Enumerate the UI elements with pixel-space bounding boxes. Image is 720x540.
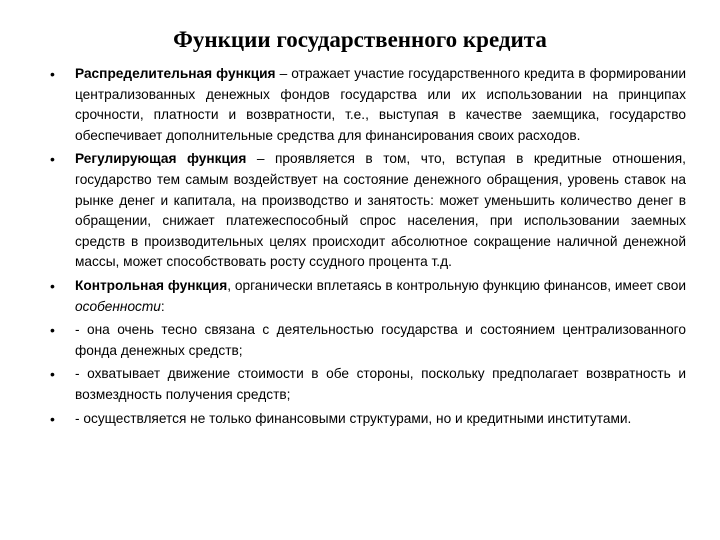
bullet-item-control-function bbox=[50, 276, 686, 317]
bullet-item-regulating-function bbox=[50, 149, 686, 273]
slide-title: Функции государственного кредита bbox=[173, 27, 547, 52]
definition-text: – проявляется в том, что, вступая в кредитные отношения, государство тем самым воздействует на состояние денежного обращения, уровень ставок на рынке денег и капитала, на производство и занятость: может уменьшить количество денег в обращении, снижает платежеспособный спрос населения, при использовании заемных средств в производительных целях происходит абсолютное сокращение наличной денежной массы, может способствовать росту ссудного процента т.д. bbox=[75, 151, 686, 270]
bullet-text: - она очень тесно связана с деятельностью государства и состоянием централизованного фонда денежных средств; bbox=[75, 322, 686, 358]
bullet-text: - охватывает движение стоимости в обе стороны, поскольку предполагает возвратность и возмездность получения средств; bbox=[75, 366, 686, 402]
bullet-item-feature-1 bbox=[50, 320, 686, 361]
term-control-function: Контрольная функция bbox=[75, 277, 228, 293]
bullet-text bbox=[75, 149, 686, 273]
bullet-item-feature-3 bbox=[50, 409, 686, 430]
bullet-list bbox=[50, 64, 686, 432]
bullet-icon: • bbox=[50, 66, 55, 82]
emphasis-features: особенности bbox=[75, 298, 161, 314]
bullet-icon: • bbox=[50, 366, 55, 383]
bullet-icon: • bbox=[50, 151, 55, 168]
bullet-text bbox=[75, 276, 686, 317]
colon-text: : bbox=[160, 298, 165, 314]
bullet-item-feature-2 bbox=[50, 364, 686, 405]
term-distributive-function: Распределительная функция bbox=[75, 66, 276, 81]
bullet-icon: • bbox=[50, 410, 55, 427]
bullet-icon: • bbox=[50, 277, 55, 294]
definition-text: – отражает участие государственного кредита в формировании централизованных денежных фондов государства или их использовании на принципах срочности, платности и возвратности, т.е., выступая в качестве заемщика, государство обеспечивает дополнительные средства для финансирования своих расходов. bbox=[75, 66, 686, 143]
bullet-icon: • bbox=[50, 322, 55, 339]
bullet-text: - осуществляется не только финансовыми структурами, но и кредитными институтами. bbox=[75, 410, 632, 426]
definition-text: , органически вплетаясь в контрольную функцию финансов, имеет свои bbox=[227, 277, 686, 293]
term-regulating-function: Регулирующая функция bbox=[75, 151, 247, 167]
bullet-text bbox=[75, 64, 686, 146]
bullet-item-distributive-function bbox=[50, 64, 686, 146]
